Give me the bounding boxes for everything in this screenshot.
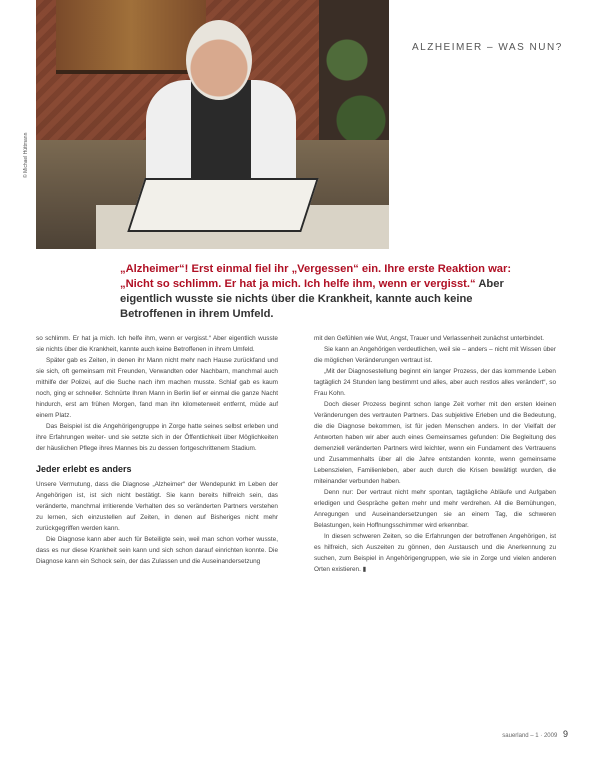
- photo-tapestry: [56, 0, 206, 74]
- left-column: [36, 333, 278, 567]
- section-title: ALZHEIMER – WAS NUN?: [412, 42, 563, 53]
- right-column: [314, 333, 556, 575]
- left-paragraph: Das Beispiel ist die Angehörigengruppe in Zorge hatte seines selbst erleben und ihre Erfahrungen weiter- und sie setzte sich in der Öffentlichkeit über Möglichkeiten der häuslichen Pflege ihres Mannes bis zu dessen fortgeschrittenem Stadium.: [36, 423, 278, 452]
- right-paragraph: Doch dieser Prozess beginnt schon lange Zeit vorher mit den ersten kleinen Veränderungen des vertrauten Partners. Das subjektive Erleben und die Bedeutung, die die Diagnose bekommen, ist für jeden Menschen anders. In der Vielfalt der Antworten haben wir aber auch eines Gemeinsames gefunden: Die Begleitung des demenziell veränderten Partners wird leichter, wenn ein Fundament des Vertrauens und Zusammenhalts über all die Jahre entstanden konnte, wenn gemeinsame Lebenszielen, Familienleben, aber auch durch die Krisen bewältigt wurden, die miteinander verbunden haben.: [314, 401, 556, 485]
- lead-intro: „Alzheimer“! Erst einmal fiel ihr „Vergessen“ ein. Ihre erste Reaktion war: „Nicht so schlimm. Er hat ja mich. Ich helfe ihm, wenn er vergisst.“: [120, 263, 512, 290]
- photo-album: [127, 178, 319, 232]
- left-paragraph: Die Diagnose kann aber auch für Beteiligte sein, weil man schon vorher wusste, dass es nur diese Krankheit sein kann und sich schon darauf einrichten konnte. Die Diagnose kann ein Schock sein, der das Zulassen und die Auseinandersetzung: [36, 536, 278, 565]
- page-footer: [502, 729, 568, 739]
- right-paragraph: In diesen schweren Zeiten, so die Erfahrungen der betroffenen Angehörigen, ist es hilfreich, sich Auszeiten zu gönnen, den Austausch und die Anerkennung zu suchen, zum Beispiel in Angehörigengruppen, wie sie in Zorge und vielen anderen Orten existieren. ▮: [314, 533, 556, 573]
- right-paragraph: Denn nur: Der vertraut nicht mehr spontan, tagtägliche Abläufe und Aufgaben erledigen und Gespräche gelten mehr und mehr verdrehen. All die Bemühungen, Anregungen und Auseinandersetzungen sie an einem Tag, die schweren Belastungen, kein Hoffnungsschimmer wird erkennbar.: [314, 489, 556, 529]
- photo-credit: © Michael Hüttmann: [23, 132, 29, 178]
- subheading: Jeder erlebt es anders: [36, 464, 132, 474]
- lead-paragraph: [120, 262, 520, 322]
- photo-person-head: [186, 20, 252, 100]
- magazine-name: sauerland – 1 · 2009: [502, 733, 558, 739]
- page-number: 9: [562, 729, 568, 739]
- left-paragraph: Unsere Vermutung, dass die Diagnose „Alzheimer“ der Wendepunkt im Leben der Angehörigen ist, ist sich nicht bestätigt. Sie kann bereits hilfreich sein, das veränderte, manchmal irritierende Verhalten des so veränderten Partners verstehen zu lernen, sich einzustellen auf Zeiten, in denen auf Bisheriges nicht mehr zurückgegriffen werden kann.: [36, 481, 278, 532]
- right-paragraph: Sie kann an Angehörigen verdeutlichen, weil sie – anders – nicht mit Wissen über die möglichen Veränderungen vertraut ist.: [314, 346, 556, 364]
- left-paragraph: so schlimm. Er hat ja mich. Ich helfe ihm, wenn er vergisst.“ Aber eigentlich wusste sie nichts über die Krankheit, kannte auch keine Betroffenen in ihrem Umfeld.: [36, 335, 278, 353]
- lead-rest: Aber eigentlich wusste sie nichts über die Krankheit, kannte auch keine Betroffenen in ihrem Umfeld.: [120, 278, 504, 320]
- hero-photo: [36, 0, 389, 249]
- left-paragraph: Später gab es Zeiten, in denen ihr Mann nicht mehr nach Hause zurückfand und sie sich, oft gemeinsam mit Freunden, Verwandten oder Nachbarn, manchmal auch mithilfe der Polizei, auf die Suche nach ihm machen musste. Schlaf gab es kaum noch, ging er schneller. Schnürte Ihren Mann in Berlin lief er einmal die ganze Nacht hindurch, erst am frühen Morgen, fand man ihn kilometerweit entfernt, müde auf einem Platz.: [36, 357, 278, 419]
- right-paragraph: „Mit der Diagnosestellung beginnt ein langer Prozess, der das kommende Leben tagtäglich 24 Stunden lang bestimmt und alles, aber auch restlos alles verändert“, so Frau Kohn.: [314, 368, 556, 397]
- right-paragraph: mit den Gefühlen wie Wut, Angst, Trauer und Verlassenheit zunächst unterbindet.: [314, 335, 545, 342]
